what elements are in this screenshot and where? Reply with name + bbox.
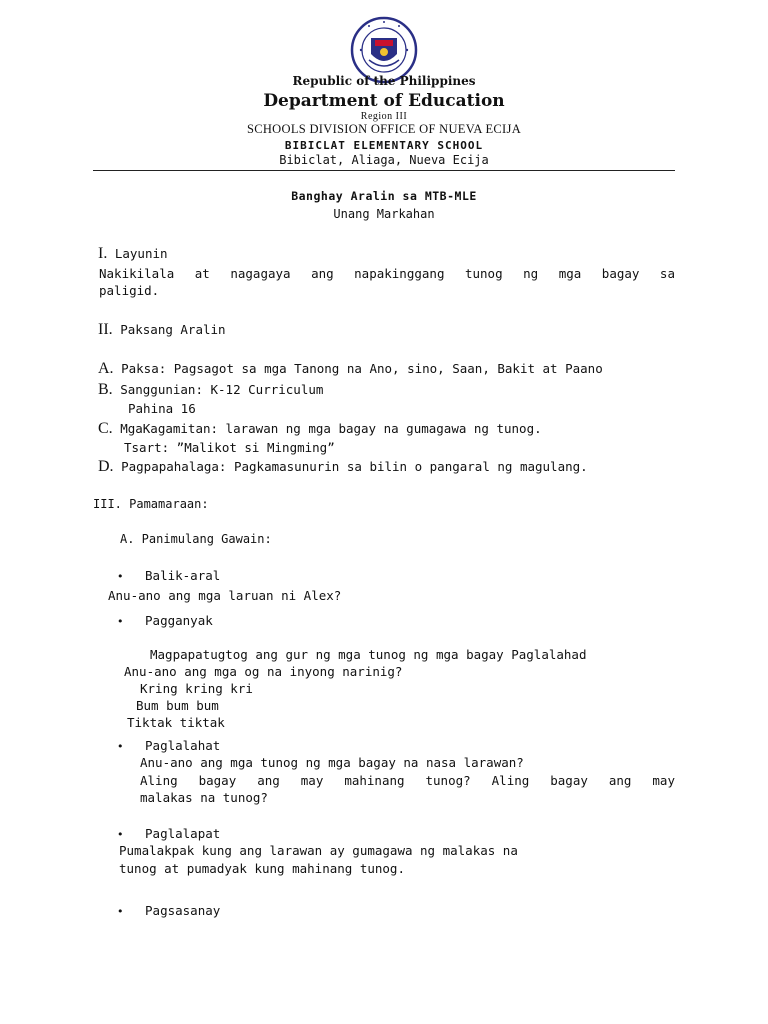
plan-title: Banghay Aralin sa MTB-MLE — [291, 189, 477, 203]
item-text: Pagpapahalaga: Pagkamasunurin sa bilin o pangaral ng magulang. — [121, 459, 588, 474]
bullet-label: Paglalapat — [145, 826, 221, 841]
item-letter: A. — [98, 360, 114, 377]
topic-item-c-extra: Tsart: ”Malikot si Mingming” — [124, 440, 335, 455]
plan-subtitle: Unang Markahan — [333, 207, 435, 221]
section-3-sub-a: A. Panimulang Gawain: — [120, 532, 272, 546]
topic-item-b — [98, 381, 323, 399]
school-address: Bibiclat, Aliaga, Nueva Ecija — [279, 153, 489, 167]
bullet-pagsasanay — [117, 903, 220, 918]
item-letter: B. — [98, 381, 113, 398]
pagganyak-line-3: Kring kring kri — [140, 681, 253, 696]
section-2-title: Paksang Aralin — [120, 322, 226, 337]
section-3-heading: III. Pamamaraan: — [93, 497, 209, 511]
bullet-balik-aral — [117, 568, 220, 583]
item-text: MgaKagamitan: larawan ng mga bagay na gumagawa ng tunog. — [120, 421, 542, 436]
bullet-icon: • — [117, 570, 124, 583]
pagganyak-line-1: Magpapatugtog ang gur ng mga tunog ng mga bagay Paglalahad — [150, 647, 587, 662]
paglalahat-line-3: malakas na tunog? — [140, 790, 268, 805]
section-1-heading — [98, 245, 168, 263]
paglalapat-line-2: tunog at pumadyak kung mahinang tunog. — [119, 861, 405, 876]
topic-item-c — [98, 420, 542, 438]
region-label: Region III — [360, 111, 408, 122]
section-1-numeral: I. — [98, 245, 108, 262]
topic-item-b-extra: Pahina 16 — [128, 401, 196, 416]
school-name: BIBICLAT ELEMENTARY SCHOOL — [284, 139, 484, 152]
balik-aral-text: Anu-ano ang mga laruan ni Alex? — [108, 588, 342, 603]
bullet-label: Paglalahat — [145, 738, 221, 753]
bullet-label: Pagsasanay — [145, 903, 221, 918]
item-letter: C. — [98, 420, 113, 437]
bullet-paglalapat — [117, 826, 220, 841]
bullet-paglalahat — [117, 738, 220, 753]
pagganyak-line-4: Bum bum bum — [136, 698, 219, 713]
republic-label: Republic of the Philippines — [292, 74, 476, 88]
paglalahat-line-2: Aling bagay ang may mahinang tunog? Aling bagay ang may — [140, 773, 675, 788]
topic-item-d — [98, 458, 588, 476]
section-1-text-line-1: Nakikilala at nagagaya ang napakinggang tunog ng mga bagay sa — [99, 266, 675, 281]
item-letter: D. — [98, 458, 114, 475]
division-label: SCHOOLS DIVISION OFFICE OF NUEVA ECIJA — [246, 122, 522, 136]
header-divider — [93, 170, 675, 171]
pagganyak-line-2: Anu-ano ang mga og na inyong narinig? — [124, 664, 403, 679]
section-2-numeral: II. — [98, 321, 113, 338]
section-1-text-line-2: paligid. — [99, 283, 160, 298]
topic-item-a — [98, 360, 603, 378]
paglalapat-line-1: Pumalakpak kung ang larawan ay gumagawa ng malakas na — [119, 843, 518, 858]
bullet-icon: • — [117, 615, 124, 628]
pagganyak-line-5: Tiktak tiktak — [127, 715, 225, 730]
paglalahat-line-1: Anu-ano ang mga tunog ng mga bagay na nasa larawan? — [140, 755, 524, 770]
bullet-pagganyak — [117, 613, 213, 628]
section-1-title: Layunin — [114, 246, 168, 261]
bullet-icon: • — [117, 828, 124, 841]
bullet-label: Pagganyak — [145, 613, 213, 628]
bullet-icon: • — [117, 740, 124, 753]
bullet-icon: • — [117, 905, 124, 918]
department-title: Department of Education — [263, 91, 505, 111]
item-text: Sanggunian: K-12 Curriculum — [120, 382, 324, 397]
section-2-heading — [98, 321, 226, 339]
item-text: Paksa: Pagsagot sa mga Tanong na Ano, sino, Saan, Bakit at Paano — [121, 361, 603, 376]
bullet-label: Balik-aral — [145, 568, 221, 583]
